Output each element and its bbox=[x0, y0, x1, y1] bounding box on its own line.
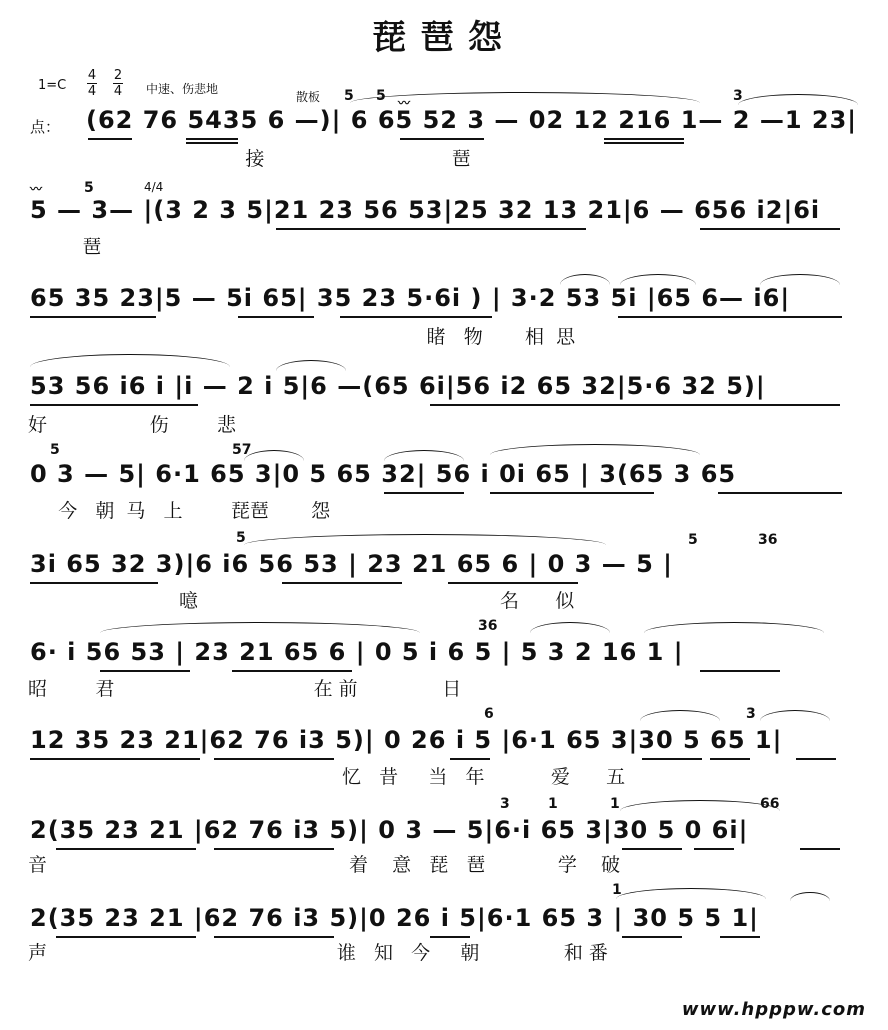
slur bbox=[100, 622, 420, 633]
lyrics-line-9: 音 着 意 琵 琶 学 破 bbox=[28, 854, 621, 876]
grace-note: 57 bbox=[232, 442, 252, 458]
notes-line-7: 6· i 56 53 | 23 21 65 6 | 0 5 i 6 5 | 5 3 2 16 1 | bbox=[30, 638, 684, 666]
underline bbox=[430, 404, 840, 406]
slur bbox=[490, 444, 700, 455]
free-tempo-marking: 散板 bbox=[296, 90, 321, 104]
grace-note: 66 bbox=[760, 796, 780, 812]
grace-note: 5 bbox=[344, 88, 354, 104]
underline bbox=[618, 316, 842, 318]
notes-line-5: 0 3 — 5| 6·1 65 3|0 5 65 32| 56 i 0i 65 | 3(65 3 65 bbox=[30, 460, 737, 488]
notes-line-2: 5 — 3— |(3 2 3 5|21 23 56 53|25 32 13 21|6 — 656 i2|6i bbox=[30, 196, 821, 224]
underline bbox=[30, 582, 158, 584]
staff-row-9 bbox=[0, 794, 888, 878]
underline bbox=[700, 670, 780, 672]
underline bbox=[622, 848, 682, 850]
underline bbox=[622, 936, 682, 938]
meter-a-top: 4 bbox=[87, 68, 97, 83]
lyrics-line-2: 琶 bbox=[28, 236, 102, 258]
lyrics-line-7: 昭 君 在 前 日 bbox=[28, 678, 462, 700]
grace-note: 36 bbox=[478, 618, 498, 634]
underline bbox=[450, 758, 490, 760]
underline bbox=[448, 582, 578, 584]
site-watermark: www.hpppw.com bbox=[681, 999, 866, 1020]
slur bbox=[244, 450, 304, 461]
lyrics-line-1: 接 琶 bbox=[28, 148, 471, 170]
underline bbox=[720, 936, 760, 938]
underline bbox=[214, 758, 334, 760]
staff-row-5 bbox=[0, 440, 888, 520]
underline bbox=[30, 404, 198, 406]
underline bbox=[490, 492, 654, 494]
grace-note: 3 bbox=[733, 88, 743, 104]
meter-b-top: 2 bbox=[113, 68, 123, 83]
trill-mark: 〰 bbox=[398, 96, 411, 110]
meter-b-bottom: 4 bbox=[113, 84, 123, 99]
notes-line-6: 3i 65 32 3)|6 i6 56 53 | 23 21 65 6 | 0 3 — 5 | bbox=[30, 550, 673, 578]
slur bbox=[530, 622, 610, 633]
staff-row-3 bbox=[0, 262, 888, 346]
slur bbox=[738, 94, 858, 105]
underline bbox=[384, 492, 464, 494]
underline bbox=[238, 316, 314, 318]
underline bbox=[232, 670, 352, 672]
underline bbox=[796, 758, 836, 760]
underline bbox=[700, 228, 840, 230]
slur bbox=[790, 892, 830, 901]
meter-a-bottom: 4 bbox=[87, 84, 97, 99]
slur bbox=[760, 710, 830, 721]
underline bbox=[214, 848, 334, 850]
staff-row-8 bbox=[0, 704, 888, 788]
trill-mark: 〰 bbox=[30, 182, 43, 196]
slur bbox=[276, 360, 346, 371]
slur bbox=[620, 274, 696, 285]
tempo-marking: 中速、伤悲地 bbox=[146, 82, 219, 96]
lyrics-line-5: 今 朝 马 上 琵琶 怨 bbox=[28, 500, 331, 522]
staff-row-2 bbox=[0, 180, 888, 260]
grace-note: 3 bbox=[500, 796, 510, 812]
grace-note: 5 bbox=[688, 532, 698, 548]
underline bbox=[56, 936, 196, 938]
underline bbox=[718, 492, 842, 494]
grace-note: 5 bbox=[50, 442, 60, 458]
grace-note: 5 bbox=[376, 88, 386, 104]
underline bbox=[56, 848, 196, 850]
slur bbox=[644, 622, 824, 633]
notes-line-1: (62 76 5435 6 —)| 6 65 52 3 — 02 12 216 1— 2 —1 23| bbox=[86, 106, 858, 134]
staff-row-4 bbox=[0, 348, 888, 434]
underline bbox=[186, 142, 238, 144]
grace-note: 1 bbox=[612, 882, 622, 898]
meter-a bbox=[85, 68, 99, 99]
lyrics-line-3: 睹 物 相 思 bbox=[28, 326, 576, 348]
underline bbox=[340, 316, 492, 318]
lyrics-line-4: 好 伤 悲 bbox=[28, 414, 236, 436]
slur bbox=[620, 800, 780, 811]
notes-line-10: 2(35 23 21 |62 76 i3 5)|0 26 i 5|6·1 65 3 | 30 5 5 1| bbox=[30, 904, 759, 932]
slur bbox=[244, 534, 606, 545]
lyrics-line-10: 声 谁 知 今 朝 和 番 bbox=[28, 942, 608, 964]
beat-mark: 4/4 bbox=[144, 180, 164, 194]
notes-line-3: 65 35 23|5 — 5i 65| 35 23 5·6i ) | 3·2 53 5i |65 6— i6| bbox=[30, 284, 791, 312]
underline bbox=[710, 758, 750, 760]
grace-note: 6 bbox=[484, 706, 494, 722]
underline bbox=[642, 758, 702, 760]
key-signature: 1=C bbox=[38, 78, 67, 93]
underline bbox=[88, 138, 132, 140]
lyrics-line-6: 噫 名 似 bbox=[28, 590, 575, 612]
notes-line-4: 53 56 i6 i |i — 2 i 5|6 —(65 6i|56 i2 65 32|5·6 32 5)| bbox=[30, 372, 766, 400]
lyrics-line-8: 忆 昔 当 年 爱 五 bbox=[28, 766, 626, 788]
slur bbox=[30, 354, 230, 367]
staff-row-6 bbox=[0, 524, 888, 612]
slur bbox=[760, 274, 840, 285]
slur bbox=[640, 710, 720, 721]
underline bbox=[694, 848, 734, 850]
underline bbox=[30, 758, 200, 760]
meter-b bbox=[111, 68, 125, 99]
underline bbox=[282, 582, 402, 584]
notes-line-8: 12 35 23 21|62 76 i3 5)| 0 26 i 5 |6·1 65 3|30 5 65 1| bbox=[30, 726, 783, 754]
score-title: 琵琶怨 bbox=[372, 18, 516, 58]
grace-note: 5 bbox=[84, 180, 94, 196]
underline bbox=[604, 138, 684, 140]
grace-note: 3 bbox=[746, 706, 756, 722]
slur bbox=[560, 274, 610, 285]
underline bbox=[800, 848, 840, 850]
underline bbox=[100, 670, 190, 672]
slur bbox=[616, 888, 766, 899]
notes-line-9: 2(35 23 21 |62 76 i3 5)| 0 3 — 5|6·i 65 3|30 5 0 6i| bbox=[30, 816, 749, 844]
slur bbox=[384, 450, 464, 461]
grace-note: 5 bbox=[236, 530, 246, 546]
underline bbox=[214, 936, 334, 938]
underline bbox=[276, 228, 586, 230]
grace-note: 1 bbox=[610, 796, 620, 812]
intro-label: 点： bbox=[30, 118, 61, 136]
staff-row-10 bbox=[0, 882, 888, 966]
underline bbox=[186, 138, 238, 140]
underline bbox=[604, 142, 684, 144]
underline bbox=[400, 138, 484, 140]
underline bbox=[430, 936, 470, 938]
underline bbox=[30, 316, 156, 318]
staff-row-7 bbox=[0, 616, 888, 700]
grace-note: 36 bbox=[758, 532, 778, 548]
grace-note: 1 bbox=[548, 796, 558, 812]
